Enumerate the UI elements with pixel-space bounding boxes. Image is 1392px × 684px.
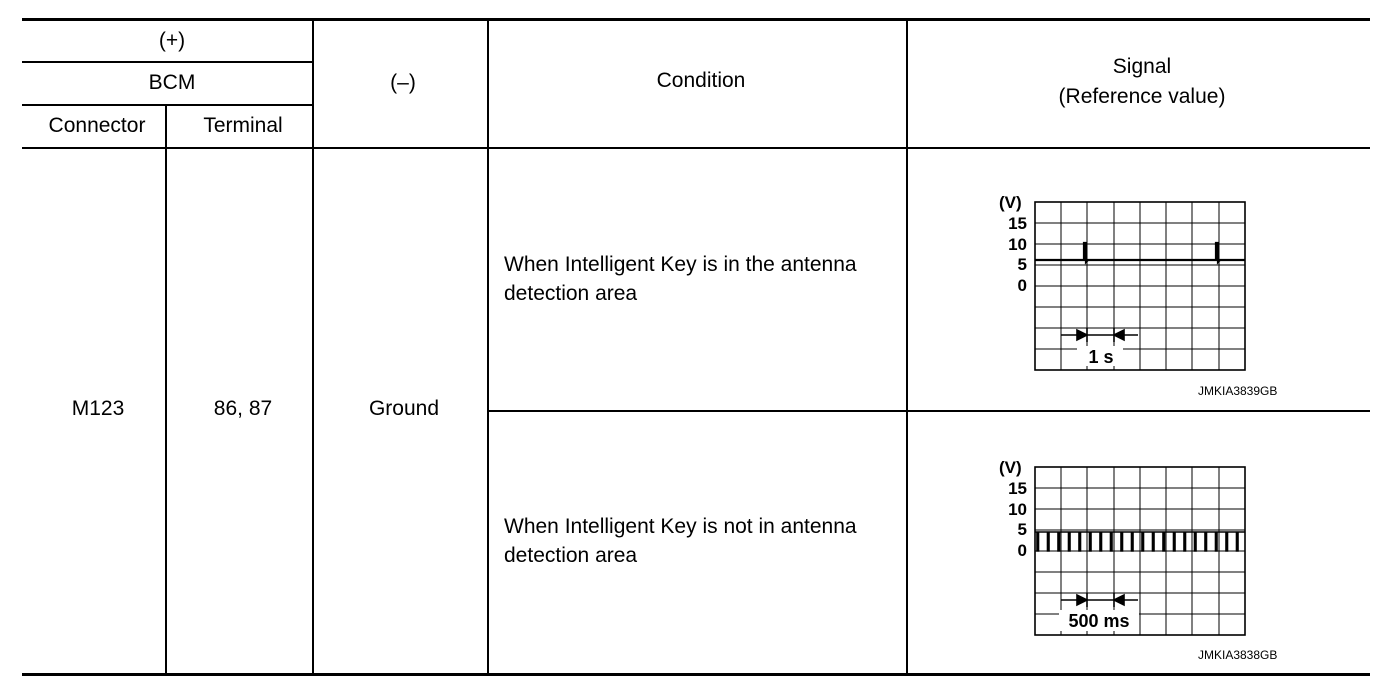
terminal-value: 86, 87 — [213, 397, 273, 420]
scope-1-tick-5: 5 — [1017, 255, 1027, 274]
condition-1 — [504, 250, 904, 308]
condition-1-line2: detection area — [504, 282, 638, 305]
scope-2-grid — [1035, 467, 1245, 635]
condition-2-line2: detection area — [504, 544, 638, 567]
header-connector: Connector — [48, 114, 146, 137]
condition-row-divider — [487, 410, 1370, 412]
header-signal: Signal — [1112, 55, 1172, 78]
scope-2-unit: (V) — [999, 458, 1022, 477]
scope-2-time-label: 500 ms — [1068, 611, 1130, 631]
condition-1-line1: When Intelligent Key is in the antenna — [504, 253, 857, 276]
header-bottom-border — [22, 147, 1370, 149]
condition-2-line1: When Intelligent Key is not in antenna — [504, 515, 857, 538]
table-top-border — [22, 18, 1370, 21]
plus-minus-divider — [312, 18, 314, 675]
table-bottom-border — [22, 673, 1370, 676]
scope-1-time-marker — [1061, 328, 1138, 342]
header-terminal: Terminal — [203, 114, 283, 137]
signal-waveform-1 — [995, 190, 1255, 380]
bcm-divider — [22, 104, 313, 106]
connector-value: M123 — [71, 397, 125, 420]
plus-divider — [22, 61, 313, 63]
scope-1-tick-10: 10 — [1008, 235, 1027, 254]
scope-2-tick-5: 5 — [1017, 520, 1027, 539]
connector-terminal-divider — [165, 104, 167, 675]
scope-2-tick-10: 10 — [1008, 500, 1027, 519]
condition-signal-divider — [906, 18, 908, 675]
scope-1-tick-0: 0 — [1017, 276, 1027, 295]
scope-1-unit: (V) — [999, 193, 1022, 212]
scope-1-tick-15: 15 — [1008, 214, 1027, 233]
signal-waveform-2 — [995, 455, 1255, 645]
scope-1-time-label: 1 s — [1088, 347, 1114, 367]
condition-2 — [504, 512, 904, 570]
scope-2-time-marker — [1061, 593, 1138, 607]
scope-2-tick-15: 15 — [1008, 479, 1027, 498]
scope-1-grid — [1035, 202, 1245, 370]
header-bcm: BCM — [148, 71, 196, 94]
scope-2-code: JMKIA3838GB — [1198, 648, 1278, 662]
minus-condition-divider — [487, 18, 489, 675]
scope-2-tick-0: 0 — [1017, 541, 1027, 560]
header-condition: Condition — [656, 69, 746, 92]
header-minus: (–) — [390, 71, 416, 94]
scope-1-code: JMKIA3839GB — [1198, 384, 1278, 398]
header-plus: (+) — [158, 29, 186, 52]
ground-value: Ground — [368, 397, 440, 420]
header-signal-reference: (Reference value) — [1058, 85, 1226, 108]
